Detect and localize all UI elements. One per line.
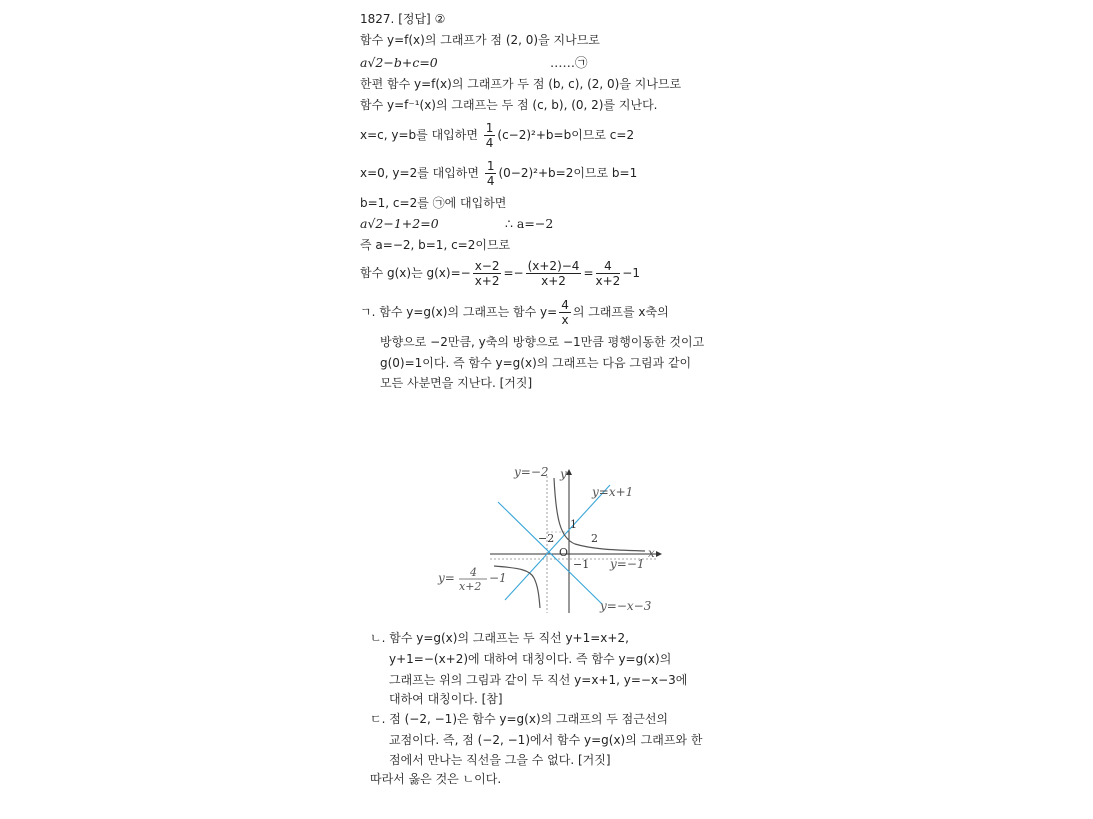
x-axis-arrow <box>656 551 662 557</box>
label-line-2: y=−x−3 <box>600 599 652 613</box>
final-answer: 따라서 옳은 것은 ㄴ이다. <box>370 772 502 786</box>
label-curve-denominator: x+2 <box>459 580 482 593</box>
label-curve-prefix: y= <box>438 571 455 585</box>
problem-number: 1827. <box>360 12 395 26</box>
label-curve-suffix: −1 <box>489 571 507 585</box>
tick-1: 1 <box>570 518 577 531</box>
equation-mark: ……㉠ <box>550 55 588 70</box>
label-x-axis: x <box>648 546 655 560</box>
fraction: $\frac{1}{4}$ <box>486 159 495 188</box>
option-g-line-3: g(0)=1이다. 즉 함수 y=g(x)의 그래프는 다음 그림과 같이 <box>380 356 692 370</box>
fraction: $\frac{4}{x+2}$ <box>595 259 621 288</box>
option-g-line-1: ㄱ. 함수 y=g(x)의 그래프는 함수 y= $\frac{4}{x}$ 의 그래프를 x축의 <box>360 298 669 327</box>
solution-line-5: x=c, y=b를 대입하면 $\frac{1}{4}$ (c−2)²+b=b이므로 c=2 <box>360 121 635 150</box>
label-line-1: y=x+1 <box>592 485 634 499</box>
y-axis-arrow <box>566 469 572 475</box>
answer-value: ② <box>434 12 446 26</box>
problem-header <box>360 11 445 27</box>
option-n-line-1: ㄴ. 함수 y=g(x)의 그래프는 두 직선 y+1=x+2, <box>370 631 629 645</box>
label-origin: O <box>559 546 569 559</box>
label-y-eq-minus-2: y=−2 <box>514 465 549 479</box>
line-y-eq-neg-x-minus-3 <box>498 502 602 604</box>
function-graph <box>430 458 670 618</box>
option-n-line-4: 대하여 대칭이다. [참] <box>389 692 503 706</box>
solution-line-6: x=0, y=2를 대입하면 $\frac{1}{4}$ (0−2)²+b=2이므로 b=1 <box>360 159 638 188</box>
option-d-line-1: ㄷ. 점 (−2, −1)은 함수 y=g(x)의 그래프의 두 점근선의 <box>370 712 669 726</box>
answer-label: [정답] <box>398 12 431 26</box>
equation-line-2: a√2−b+c=0 ……㉠ <box>360 55 588 70</box>
option-n-line-2: y+1=−(x+2)에 대하여 대칭이다. 즉 함수 y=g(x)의 <box>389 652 672 666</box>
fraction: $\frac{x-2}{x+2}$ <box>474 259 500 288</box>
label-y-axis: y <box>560 467 567 481</box>
solution-line-9: 즉 a=−2, b=1, c=2이므로 <box>360 238 511 252</box>
solution-line-4: 함수 y=f⁻¹(x)의 그래프는 두 점 (c, b), (0, 2)를 지난다. <box>360 98 658 112</box>
tick-minus-1: −1 <box>573 558 590 571</box>
option-g-line-4: 모든 사분면을 지난다. [거짓] <box>380 376 533 390</box>
option-g-line-2: 방향으로 −2만큼, y축의 방향으로 −1만큼 평행이동한 것이고 <box>380 335 705 349</box>
solution-line-1: 함수 y=f(x)의 그래프가 점 (2, 0)을 지나므로 <box>360 33 600 47</box>
fraction: $\frac{1}{4}$ <box>485 121 494 150</box>
solution-line-10: 함수 g(x)는 g(x)=− $\frac{x-2}{x+2}$ =− $\frac{(x+2)-4}{x+2}$ = $\frac{4}{x+2}$ −1 <box>360 259 640 288</box>
fraction: $\frac{4}{x}$ <box>561 298 569 327</box>
equation-line-8: a√2−1+2=0 ∴ a=−2 <box>360 216 554 231</box>
option-n-line-3: 그래프는 위의 그림과 같이 두 직선 y=x+1, y=−x−3에 <box>389 673 688 687</box>
label-curve-numerator: 4 <box>470 566 477 579</box>
solution-line-3: 한편 함수 y=f(x)의 그래프가 두 점 (b, c), (2, 0)을 지나므로 <box>360 77 682 91</box>
tick-minus-2: −2 <box>538 532 555 545</box>
solution-line-7: b=1, c=2를 ㉠에 대입하면 <box>360 196 507 210</box>
tick-2: 2 <box>591 532 598 545</box>
label-asymptote-h: y=−1 <box>610 557 645 571</box>
option-d-line-2: 교점이다. 즉, 점 (−2, −1)에서 함수 y=g(x)의 그래프와 한 <box>389 733 703 747</box>
fraction: $\frac{(x+2)-4}{x+2}$ <box>527 259 580 288</box>
option-d-line-3: 점에서 만나는 직선을 그을 수 없다. [거짓] <box>389 753 611 767</box>
